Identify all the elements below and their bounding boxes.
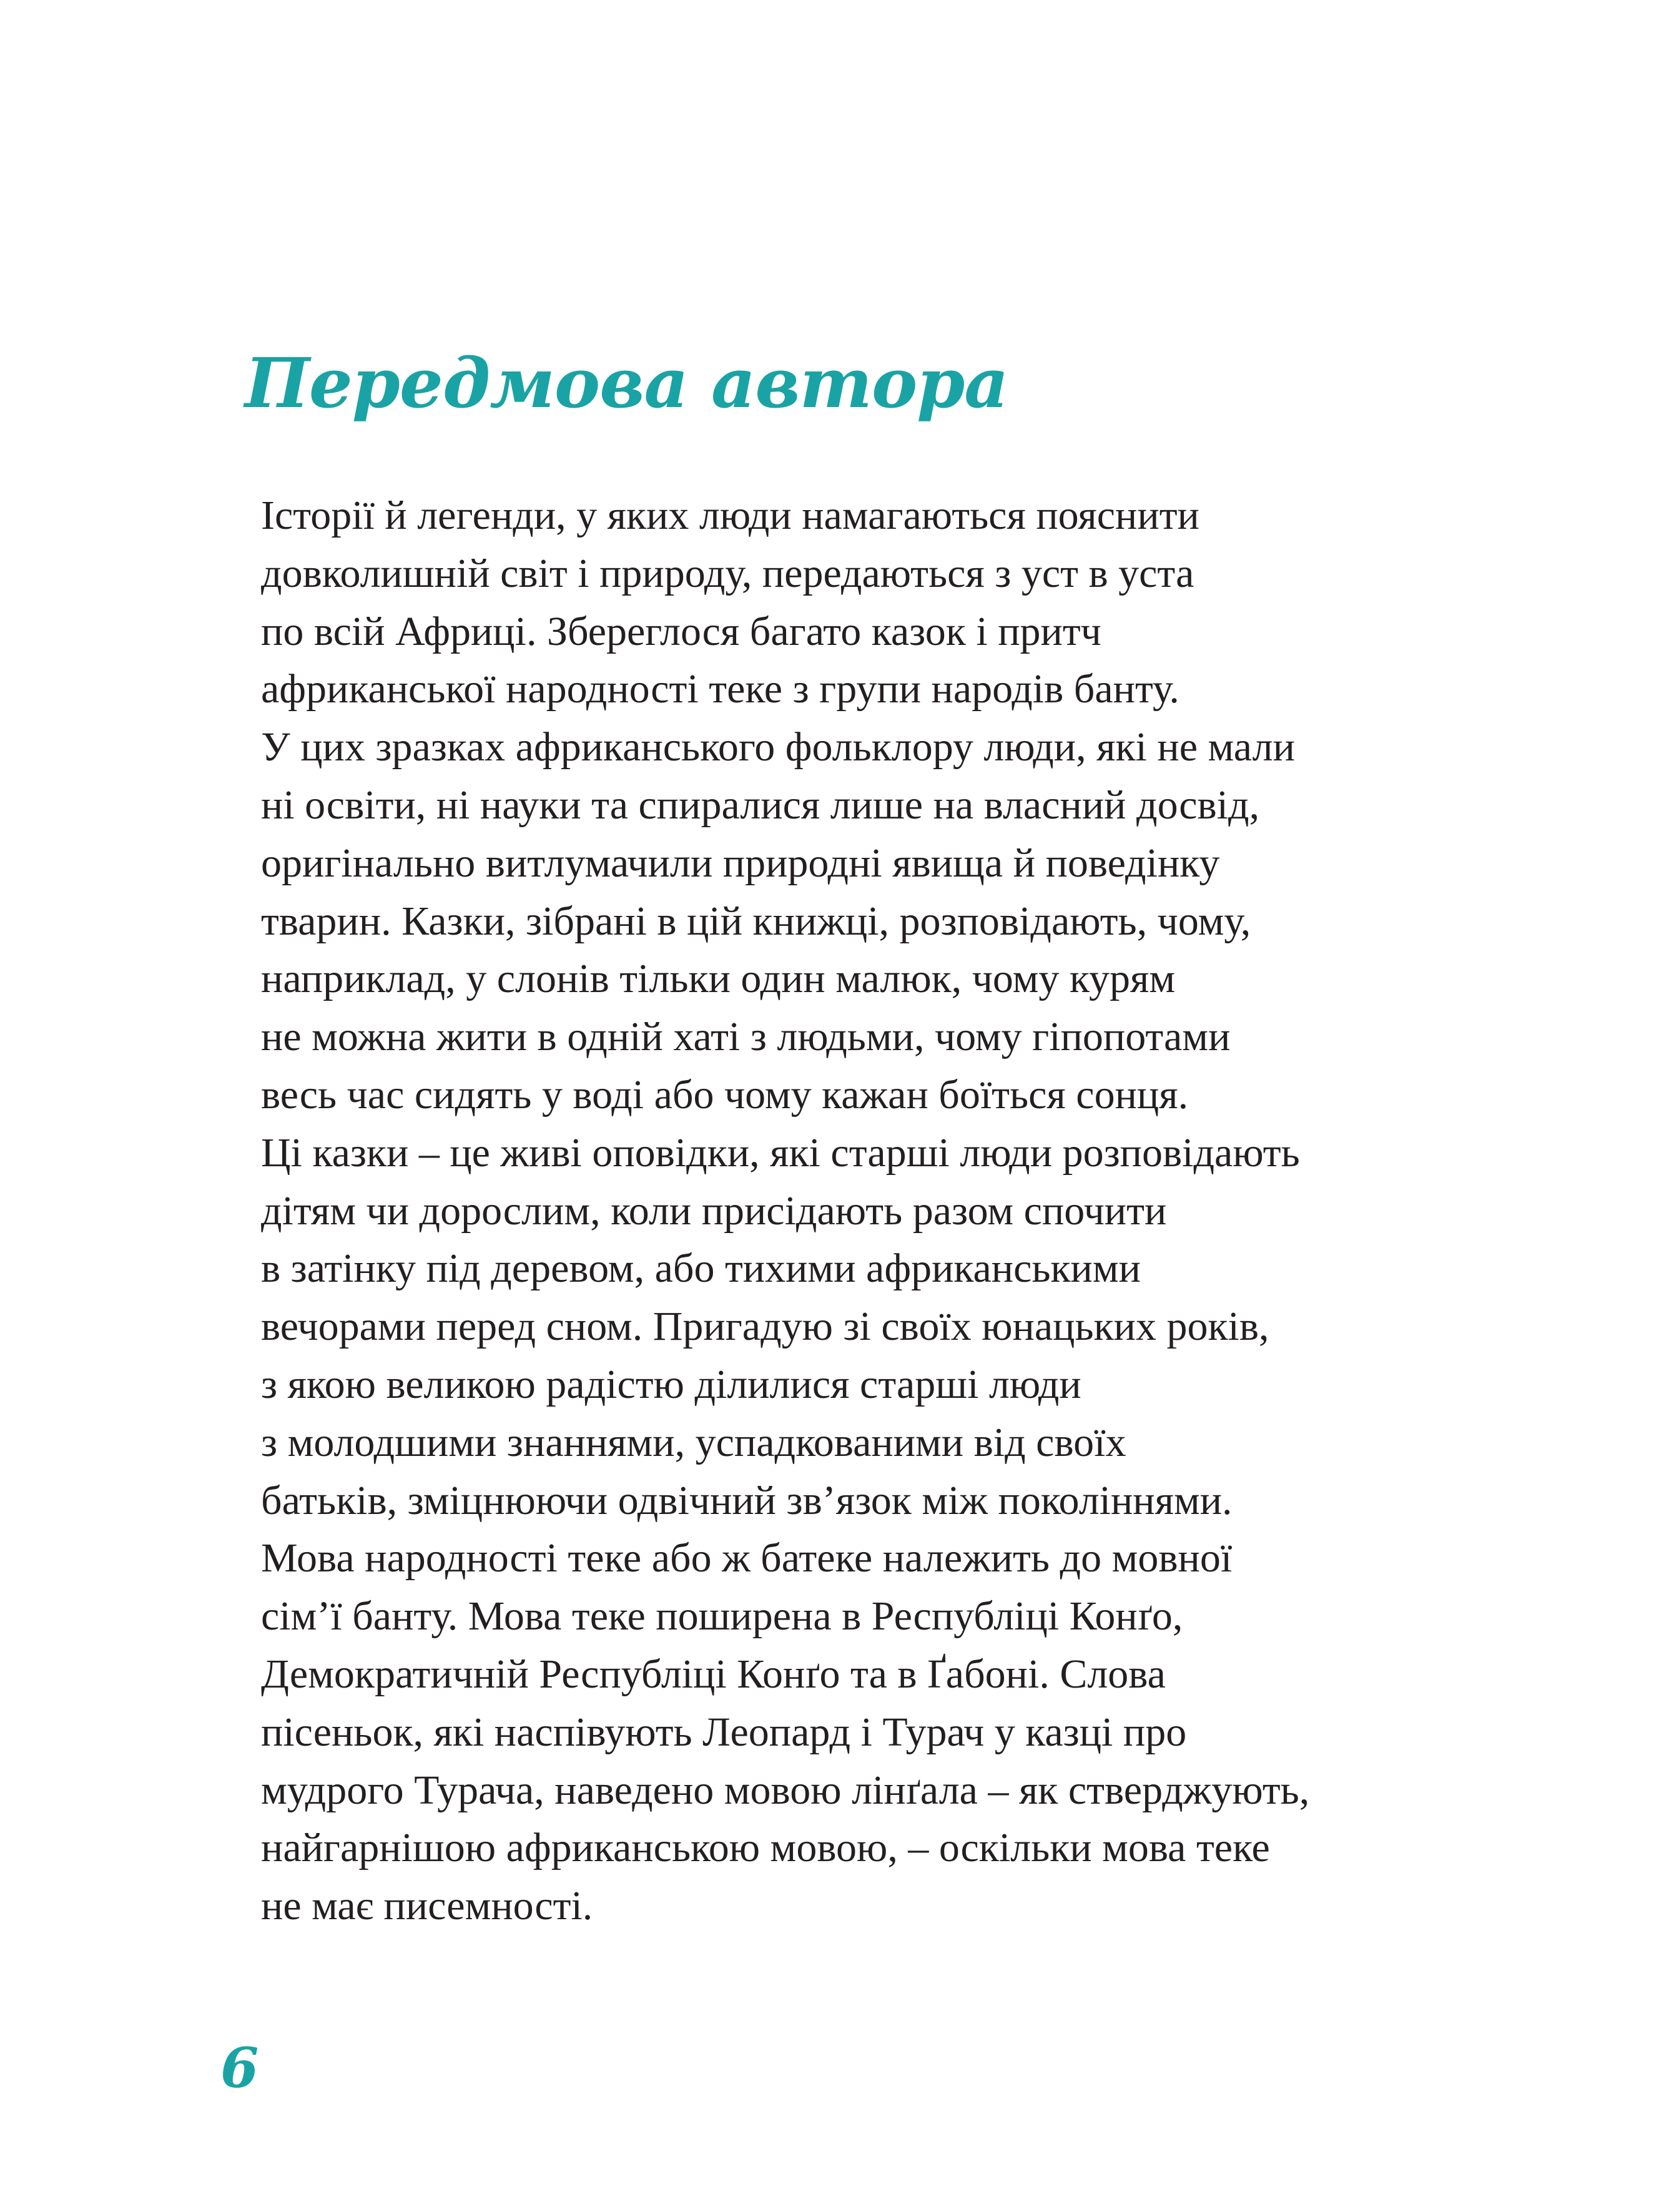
text-line: з якою великою радістю ділилися старші люди bbox=[261, 1361, 1081, 1407]
text-line: тварин. Казки, зібрані в цій книжці, розповідають, чому, bbox=[261, 898, 1251, 944]
page-title: Передмова автора bbox=[245, 343, 1008, 423]
text-line: довколишній світ і природу, передаються з уст в уста bbox=[261, 550, 1194, 596]
text-line: в затінку під деревом, або тихими африканськими bbox=[261, 1246, 1141, 1292]
text-line: вечорами перед сном. Пригадую зі своїх юнацьких років, bbox=[261, 1304, 1269, 1350]
text-line: африканської народності теке з групи народів банту. bbox=[261, 666, 1179, 712]
text-line: найгарнішою африканською мовою, – оскільки мова теке bbox=[261, 1825, 1270, 1871]
text-line: Історії й легенди, у яких люди намагаються пояснити bbox=[261, 493, 1199, 538]
text-line: Ці казки – це живі оповідки, які старші люди розповідають bbox=[261, 1129, 1300, 1176]
text-line: не має писемності. bbox=[261, 1883, 593, 1929]
text-line: оригінально витлумачили природні явища й поведінку bbox=[261, 840, 1220, 886]
text-line: ні освіти, ні науки та спиралися лише на власний досвід, bbox=[261, 782, 1260, 828]
text-line: Демократичній Республіці Конґо та в Ґабоні. Слова bbox=[261, 1651, 1166, 1697]
text-line: з молодшими знаннями, успадкованими від своїх bbox=[261, 1419, 1126, 1465]
text-line: наприклад, у слонів тільки один малюк, чому курям bbox=[261, 956, 1176, 1002]
text-line: по всій Африці. Збереглося багато казок і притч bbox=[261, 608, 1101, 654]
text-line: мудрого Турача, наведено мовою лінґала – як стверджують, bbox=[261, 1767, 1310, 1813]
text-line: батьків, зміцнюючи одвічний зв’язок між поколіннями. bbox=[261, 1477, 1233, 1523]
text-line: дітям чи дорослим, коли присідають разом спочити bbox=[261, 1187, 1167, 1234]
text-line: У цих зразках африканського фольклору люди, які не мали bbox=[261, 724, 1295, 770]
text-line: не можна жити в одній хаті з людьми, чому гіпопотами bbox=[261, 1014, 1231, 1060]
text-line: пісеньок, які наспівують Леопард і Турач у казці про bbox=[261, 1709, 1187, 1755]
text-line: сім’ї банту. Мова теке поширена в Республіці Конґо, bbox=[261, 1593, 1183, 1639]
page-number: 6 bbox=[220, 2035, 259, 2100]
preface-text bbox=[261, 487, 1510, 1935]
text-line: Мова народності теке або ж батеке належить до мовної bbox=[261, 1535, 1233, 1581]
text-line: весь час сидять у воді або чому кажан боїться сонця. bbox=[261, 1071, 1189, 1118]
